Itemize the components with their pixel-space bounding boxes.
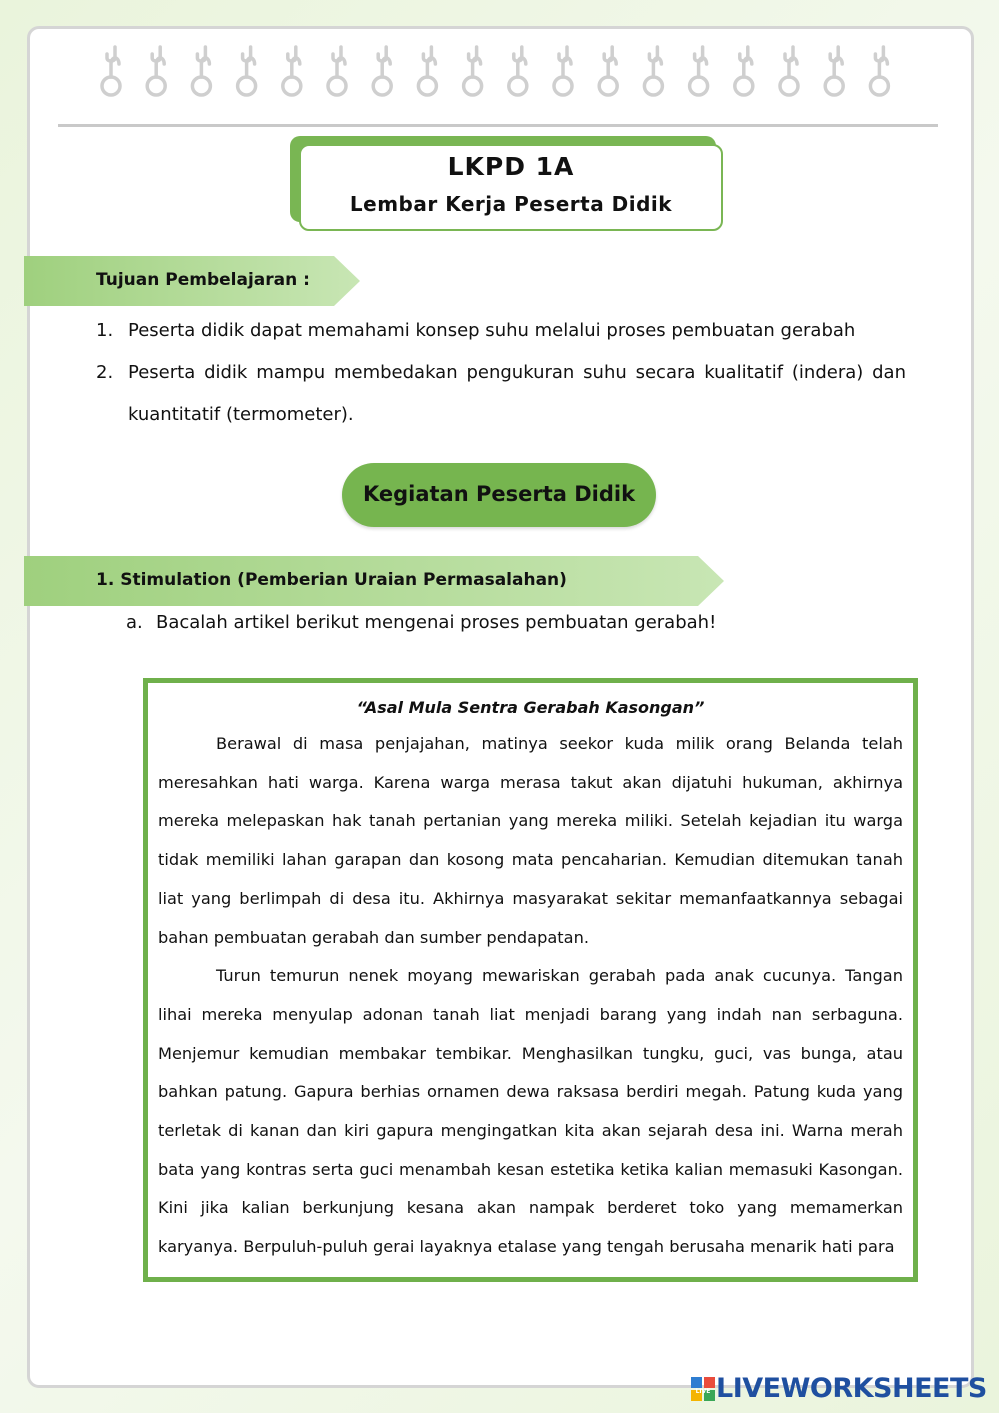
title-box [299,144,723,231]
ring-hole [509,77,527,95]
list-text: Peserta didik mampu membedakan pengukuran suhu secara kualitatif (indera) dan kuantitatif (termometer). [128,362,906,425]
ring-hole [825,77,843,95]
stimulation-heading: 1. Stimulation (Pemberian Uraian Permasalahan) [96,570,567,590]
article-paragraph: Turun temurun nenek moyang mewariskan gerabah pada anak cucunya. Tangan lihai mereka menyulap adonan tanah liat menjadi barang yang indah nan serbaguna. Menjemur kemudian membakar tembikar. Menghasilkan tungku, guci, vas bunga, atau bahkan patung. Gapura berhias ornamen dewa raksasa berdiri megah. Patung kuda yang terletak di kanan dan kiri gapura mengingatkan kita akan sejarah desa ini. Warna merah bata yang kontras serta guci menambah kesan estetika ketika kalian memasuki Kasongan. Kini jika kalian berkunjung kesana akan nampak berderet toko yang memamerkan karyanya. Berpuluh-puluh gerai layaknya etalase yang tengah berusaha menarik hati para [158,966,903,1257]
ring-hole [192,77,210,95]
ring-hole [690,77,708,95]
objectives-list [96,310,906,436]
article-title: “Asal Mula Sentra Gerabah Kasongan” [356,698,705,717]
ring-hole [328,77,346,95]
article-paragraph: Berawal di masa penjajahan, matinya seekor kuda milik orang Belanda telah meresahkan hati warga. Karena warga merasa takut akan dijatuhi hukuman, akhirnya mereka melepaskan hak tanah pertanian yang mereka miliki. Setelah kejadian itu warga tidak memiliki lahan garapan dan kosong mata pencaharian. Kemudian ditemukan tanah liat yang berlimpah di desa itu. Akhirnya masyarakat sekitar memanfaatkannya sebagai bahan pembuatan gerabah dan sumber pendapatan. [158,734,903,947]
list-item [96,352,906,436]
list-number: 1. [96,320,114,341]
brand-text: LIVEWORKSHEETS [716,1373,987,1404]
spiral-binding [0,0,999,110]
ring-hole [283,77,301,95]
ring-hole [418,77,436,95]
instruction [126,612,716,633]
page-subtitle: Lembar Kerja Peserta Didik [349,192,673,216]
ring-hole [554,77,572,95]
stimulation-banner [24,556,726,606]
header-divider [58,124,938,127]
page-title: LKPD 1A [447,152,575,181]
list-number: 2. [96,362,114,383]
ring-hole [780,77,798,95]
article-box [143,678,918,1282]
ring-hole [644,77,662,95]
ring-hole [373,77,391,95]
ring-hole [464,77,482,95]
ring-hole [599,77,617,95]
activities-label: Kegiatan Peserta Didik [342,463,656,527]
logo-letters: LIVE [695,1388,711,1395]
list-text: Peserta didik dapat memahami konsep suhu melalui proses pembuatan gerabah [128,320,856,341]
instruction-text: Bacalah artikel berikut mengenai proses pembuatan gerabah! [156,612,717,633]
liveworksheets-logo-icon [690,1376,716,1402]
ring-hole [735,77,753,95]
ring-hole [870,77,888,95]
objectives-heading: Tujuan Pembelajaran : [96,270,310,290]
ring-hole [102,77,120,95]
objectives-banner [24,256,364,306]
ring-hole [238,77,256,95]
list-item [96,310,906,352]
ring-hole [147,77,165,95]
instruction-letter: a. [126,612,143,633]
